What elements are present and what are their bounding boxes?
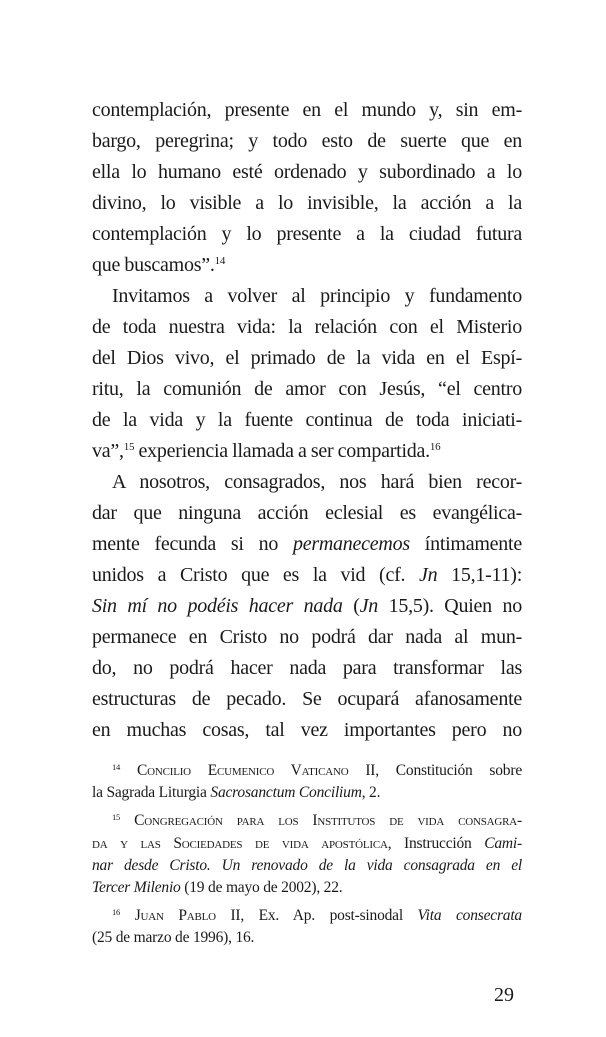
text-segment: , Constitución sobre <box>375 762 522 779</box>
text-segment: va”, <box>92 440 124 462</box>
text-segment: Juan Pablo II <box>134 907 241 925</box>
text-segment: 15,5). Quien no <box>378 595 522 617</box>
body-line <box>92 95 522 126</box>
text-segment: , Instrucción <box>387 834 485 852</box>
text-segment: ella lo humano esté ordenado y subordinado a lo <box>92 161 522 183</box>
body-line <box>92 219 522 250</box>
text-segment: Vita consecrata <box>417 907 522 925</box>
body-line <box>92 343 522 374</box>
text-segment: contemplación y lo presente a la ciudad futura <box>92 223 522 245</box>
footnote-ref: 16 <box>429 441 441 454</box>
text-segment: permanecemos <box>292 533 410 555</box>
text-segment: de toda nuestra vida: la relación con el Misterio <box>92 316 522 338</box>
page <box>92 0 522 1037</box>
text-segment: da y las Sociedades de vida apostólica <box>92 834 388 852</box>
body-line <box>92 374 522 405</box>
text-segment: Jn <box>418 564 438 586</box>
text-segment: , Ex. Ap. post-sinodal <box>240 907 418 925</box>
text-segment <box>120 907 135 924</box>
text-segment: unidos a Cristo que es la vid (cf. <box>92 564 419 586</box>
text-segment: do, no podrá hacer nada para transformar las <box>92 657 522 679</box>
text-segment: experiencia llamada a ser compartida. <box>134 440 430 462</box>
text-segment: Tercer Milenio <box>92 879 181 897</box>
text-segment: Cami- <box>484 834 522 852</box>
footnote-ref: 14 <box>214 255 226 268</box>
body-line <box>92 250 522 281</box>
body-line <box>92 498 522 529</box>
footnote-line <box>92 927 522 949</box>
body-line <box>92 622 522 653</box>
body-line <box>92 684 522 715</box>
footnote-ref: 16 <box>112 907 121 918</box>
text-segment: A nosotros, consagrados, nos hará bien recor- <box>112 471 522 493</box>
text-segment: 15,1-11): <box>437 564 522 586</box>
text-segment: Sacrosanctum Concilium <box>210 784 362 802</box>
body-line <box>92 188 522 219</box>
text-segment: que buscamos”. <box>92 254 215 276</box>
body-line <box>92 281 522 312</box>
text-segment: íntimamente <box>409 533 522 555</box>
body-line <box>92 157 522 188</box>
body-line <box>92 591 522 622</box>
text-segment: (25 de marzo de 1996), 16. <box>92 929 255 947</box>
text-segment: (19 de mayo de 2002), 22. <box>180 879 343 897</box>
text-segment: del Dios vivo, el primado de la vida en el Espí- <box>92 347 522 369</box>
body-line <box>92 529 522 560</box>
text-segment: Congregación para los Institutos de vida consagra- <box>134 812 522 830</box>
text-segment: mente fecunda si no <box>92 533 293 555</box>
body-line <box>92 126 522 157</box>
text-segment: ( <box>342 595 360 617</box>
page-number: 29 <box>494 983 514 1006</box>
body-text <box>92 95 522 746</box>
text-segment: permanece en Cristo no podrá dar nada al mun- <box>92 626 522 648</box>
text-segment: divino, lo visible a lo invisible, la acción a la <box>92 192 522 214</box>
footnote-ref: 14 <box>112 761 121 772</box>
footnote-line <box>92 782 522 804</box>
text-segment: contemplación, presente en el mundo y, sin em- <box>92 99 522 121</box>
body-line <box>92 653 522 684</box>
footnotes <box>92 760 522 950</box>
text-segment <box>120 812 134 829</box>
text-segment: la Sagrada Liturgia <box>92 784 211 802</box>
body-line <box>92 312 522 343</box>
body-line <box>92 405 522 436</box>
text-segment: dar que ninguna acción eclesial es evangélica- <box>92 502 522 524</box>
footnote-line <box>92 877 522 899</box>
text-segment: ritu, la comunión de amor con Jesús, “el centro <box>92 378 522 400</box>
text-segment: estructuras de pecado. Se ocupará afanosamente <box>92 688 522 710</box>
text-segment <box>120 762 137 779</box>
body-line <box>92 467 522 498</box>
body-line <box>92 560 522 591</box>
body-line <box>92 436 522 467</box>
text-segment: Jn <box>359 595 379 617</box>
footnote-line <box>92 760 522 782</box>
text-segment: en muchas cosas, tal vez importantes pero no <box>92 719 522 741</box>
footnote-ref: 15 <box>112 812 121 823</box>
text-segment: de la vida y la fuente continua de toda iniciati- <box>92 409 522 431</box>
text-segment: Sin mí no podéis hacer nada <box>92 595 343 617</box>
text-segment: Concilio Ecumenico Vaticano II <box>136 762 376 779</box>
footnote-line <box>92 833 522 855</box>
footnote-line <box>92 810 522 832</box>
footnote-ref: 15 <box>123 441 135 454</box>
footnote-line <box>92 855 522 877</box>
body-line <box>92 715 522 746</box>
footnote-line <box>92 905 522 927</box>
text-segment: bargo, peregrina; y todo esto de suerte que en <box>92 130 522 152</box>
text-segment: nar desde Cristo. Un renovado de la vida consagrada en el <box>92 856 522 874</box>
text-segment: , 2. <box>361 784 381 802</box>
text-segment: Invitamos a volver al principio y fundamento <box>112 285 522 307</box>
